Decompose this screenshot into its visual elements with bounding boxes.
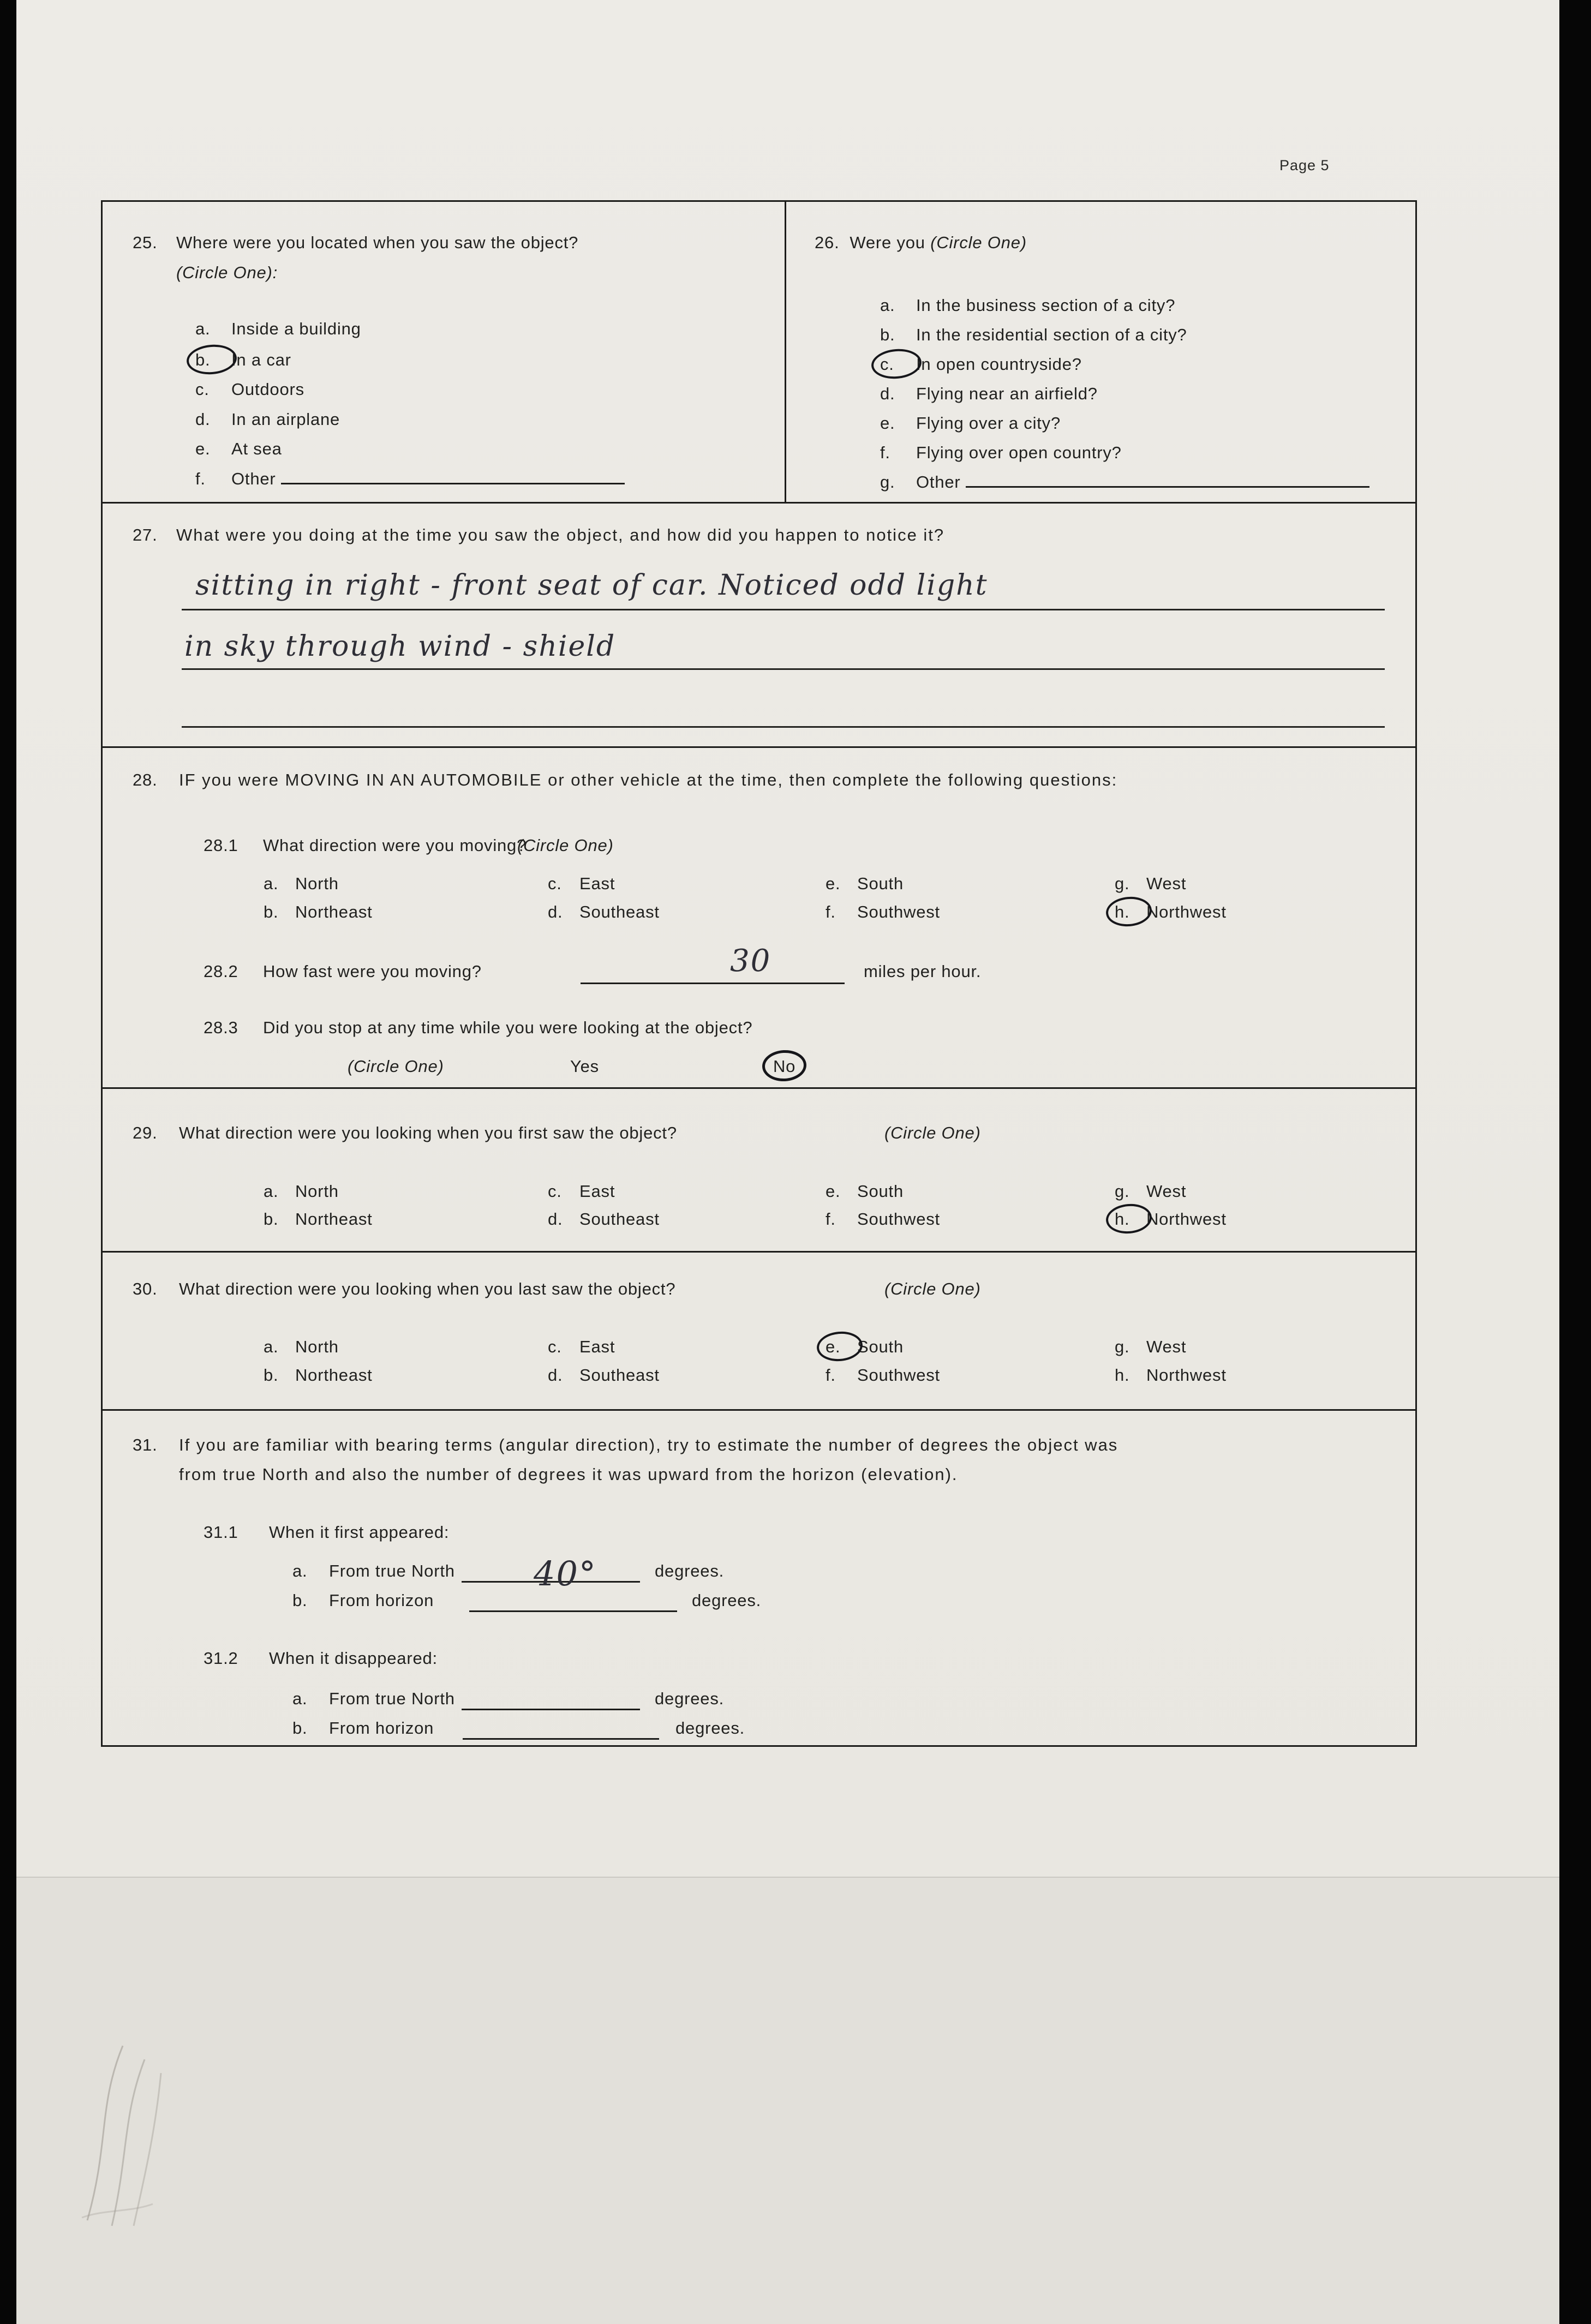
option-letter: a. [292, 1561, 308, 1580]
direction-option-d [548, 902, 660, 922]
direction-option-b [264, 1365, 373, 1385]
section-q25-q26 [103, 202, 1415, 502]
direction-option-e [826, 874, 904, 894]
handwritten-elevation-value: 40° [534, 1554, 597, 1594]
option-letter: a. [264, 1182, 279, 1201]
question-31-text-line2: from true North and also the number of degrees it was upward from the horizon (elevation). [179, 1465, 958, 1484]
section-q30 [103, 1251, 1415, 1409]
option-label: Flying over open country? [916, 443, 1122, 462]
paper [16, 0, 1559, 2324]
option-letter: a. [880, 296, 895, 315]
option-25a [195, 319, 361, 339]
option-label: East [579, 874, 615, 893]
answer-rule-line [182, 726, 1385, 728]
option-label: South [857, 874, 904, 893]
option-label: Other [231, 469, 276, 488]
direction-option-e [826, 1337, 904, 1357]
option-label: East [579, 1337, 615, 1356]
section-q29 [103, 1087, 1415, 1251]
direction-option-d [548, 1365, 660, 1385]
option-label: Northwest [1146, 1209, 1227, 1229]
other-blank-line [281, 471, 625, 484]
answer-rule-line [182, 668, 1385, 670]
option-label: Southwest [857, 902, 940, 921]
degrees-suffix: degrees. [675, 1718, 745, 1738]
option-25b [195, 350, 291, 370]
bearing-first-north-text: From true North [329, 1561, 455, 1580]
option-label: Southwest [857, 1365, 940, 1385]
question-283-circle-note: (Circle One) [348, 1057, 444, 1076]
degrees-suffix: degrees. [655, 1561, 725, 1580]
question-29-text: What direction were you looking when you first saw the object? [179, 1123, 677, 1142]
question-282-suffix: miles per hour. [864, 962, 982, 981]
option-label: North [295, 1337, 339, 1356]
option-label: Northeast [295, 902, 373, 921]
question-26-text: Were you [850, 233, 925, 252]
circle-annotation: h. [1115, 902, 1146, 922]
option-label: West [1146, 1337, 1187, 1356]
option-label: East [579, 1182, 615, 1201]
question-311-label: When it first appeared: [269, 1523, 450, 1542]
question-29-circle-note: (Circle One) [884, 1123, 981, 1142]
option-label: Flying near an airfield? [916, 384, 1098, 403]
question-30-circle-note: (Circle One) [884, 1279, 981, 1298]
handwritten-answer-line1: sitting in right - front seat of car. Noticed odd light [195, 569, 988, 602]
option-label: North [295, 1182, 339, 1201]
option-label: West [1146, 874, 1187, 893]
option-25e [195, 439, 282, 459]
circle-annotation-no: No [773, 1057, 796, 1076]
option-letter: d. [548, 902, 563, 921]
question-28-number: 28. [133, 770, 158, 789]
option-letter: g. [880, 472, 895, 492]
handwritten-speed-value: 30 [730, 943, 771, 979]
direction-option-a [264, 874, 339, 894]
direction-option-c [548, 1182, 615, 1201]
option-letter: c. [548, 874, 562, 893]
option-letter: d. [195, 410, 211, 429]
direction-option-a [264, 1182, 339, 1201]
bearing-first-horizon-blank [469, 1610, 677, 1612]
direction-option-h [1115, 1209, 1227, 1229]
circle-annotation: c. [880, 355, 916, 374]
option-label: In open countryside? [916, 355, 1082, 374]
circle-annotation: h. [1115, 1209, 1146, 1229]
speed-blank-line [581, 983, 845, 984]
bearing-last-north-blank [462, 1709, 640, 1710]
option-label: South [857, 1337, 904, 1356]
pencil-scribble [71, 2029, 246, 2237]
option-26c [880, 355, 1082, 374]
question-311-number: 31.1 [204, 1523, 238, 1542]
direction-option-f [826, 902, 940, 922]
option-label: Northwest [1146, 1365, 1227, 1385]
option-letter: a. [264, 874, 279, 893]
option-26b [880, 325, 1187, 345]
option-26a [880, 296, 1175, 315]
direction-option-g [1115, 1337, 1186, 1357]
option-letter: a. [195, 319, 211, 338]
option-letter: c. [195, 380, 210, 399]
question-283-number: 28.3 [204, 1018, 238, 1037]
question-29-number: 29. [133, 1123, 158, 1142]
option-letter: a. [264, 1337, 279, 1356]
question-31-number: 31. [133, 1435, 158, 1454]
degrees-suffix: degrees. [692, 1591, 762, 1610]
option-26f [880, 443, 1122, 463]
option-label: Southeast [579, 1365, 660, 1385]
direction-option-g [1115, 1182, 1186, 1201]
question-25-number: 25. [133, 233, 158, 252]
option-letter: b. [880, 325, 895, 344]
option-letter: b. [264, 1365, 279, 1385]
bearing-last-horizon-text: From horizon [329, 1718, 434, 1738]
option-label: Southeast [579, 1209, 660, 1229]
option-letter: e. [826, 874, 841, 893]
question-28-text: IF you were MOVING IN AN AUTOMOBILE or other vehicle at the time, then complete the following questions: [179, 770, 1118, 789]
option-label: Flying over a city? [916, 414, 1061, 433]
section-q27 [103, 502, 1415, 746]
question-283-text: Did you stop at any time while you were looking at the object? [263, 1018, 753, 1037]
option-label: Southeast [579, 902, 660, 921]
option-letter: d. [548, 1209, 563, 1229]
question-282-number: 28.2 [204, 962, 238, 981]
question-26-circle-note: (Circle One) [930, 233, 1027, 252]
option-letter: f. [195, 469, 206, 488]
option-label: At sea [231, 439, 282, 458]
option-label: Northwest [1146, 902, 1227, 921]
direction-option-f [826, 1365, 940, 1385]
question-27-text: What were you doing at the time you saw the object, and how did you happen to notice it? [176, 525, 945, 544]
direction-option-h [1115, 1365, 1227, 1385]
option-label: Other [916, 472, 961, 492]
option-25f [195, 469, 625, 489]
option-25d [195, 410, 340, 429]
option-letter: f. [826, 902, 836, 921]
bearing-last-north-text: From true North [329, 1689, 455, 1708]
direction-option-g [1115, 874, 1186, 894]
answer-rule-line [182, 609, 1385, 610]
option-25c [195, 380, 304, 399]
option-letter: f. [880, 443, 890, 462]
option-letter: g. [1115, 1182, 1130, 1201]
circle-annotation: b. [195, 350, 231, 370]
option-letter: e. [195, 439, 211, 458]
option-letter: c. [548, 1182, 562, 1201]
option-letter: f. [826, 1365, 836, 1385]
option-label: In the residential section of a city? [916, 325, 1187, 344]
option-26e [880, 414, 1061, 433]
direction-option-c [548, 1337, 615, 1357]
direction-option-a [264, 1337, 339, 1357]
option-letter: b. [264, 1209, 279, 1229]
circle-annotation: e. [826, 1337, 857, 1357]
option-letter: g. [1115, 1337, 1130, 1356]
option-letter: d. [548, 1365, 563, 1385]
direction-option-c [548, 874, 615, 894]
other-blank-line [966, 475, 1369, 488]
direction-option-f [826, 1209, 940, 1229]
option-26d [880, 384, 1098, 404]
question-26-block [786, 202, 1415, 502]
option-label: South [857, 1182, 904, 1201]
direction-option-h [1115, 902, 1227, 922]
question-25-text: Where were you located when you saw the object? [176, 233, 579, 252]
option-label: Inside a building [231, 319, 361, 338]
option-letter: b. [292, 1591, 308, 1610]
option-letter: e. [880, 414, 895, 433]
question-25-circle-note: (Circle One): [176, 263, 278, 282]
question-30-number: 30. [133, 1279, 158, 1298]
answer-yes: Yes [570, 1057, 599, 1076]
questionnaire-form [101, 200, 1417, 1747]
question-31-text-line1: If you are familiar with bearing terms (angular direction), try to estimate the number of degrees the object was [179, 1435, 1119, 1454]
bearing-first-horizon-text: From horizon [329, 1591, 434, 1610]
direction-option-b [264, 902, 373, 922]
option-letter: b. [264, 902, 279, 921]
option-letter: h. [1115, 1365, 1130, 1385]
question-25-block [103, 202, 786, 502]
page-number-label: Page 5 [1279, 157, 1330, 173]
option-label: West [1146, 1182, 1187, 1201]
option-letter: d. [880, 384, 895, 403]
option-label: Outdoors [231, 380, 304, 399]
question-282-text: How fast were you moving? [263, 962, 482, 981]
section-q31 [103, 1409, 1415, 1748]
question-312-number: 31.2 [204, 1649, 238, 1668]
option-letter: a. [292, 1689, 308, 1708]
option-26g [880, 472, 1369, 492]
direction-option-d [548, 1209, 660, 1229]
question-281-number: 28.1 [204, 836, 238, 855]
option-label: Northeast [295, 1209, 373, 1229]
direction-option-e [826, 1182, 904, 1201]
question-281-circle-note: (Circle One) [517, 836, 614, 855]
option-letter: e. [826, 1182, 841, 1201]
option-label: North [295, 874, 339, 893]
question-26-header [815, 233, 1027, 253]
option-label: Northeast [295, 1365, 373, 1385]
option-letter: c. [548, 1337, 562, 1356]
option-letter: b. [292, 1718, 308, 1738]
section-q28 [103, 746, 1415, 1087]
degrees-suffix: degrees. [655, 1689, 725, 1708]
question-312-label: When it disappeared: [269, 1649, 438, 1668]
option-letter: f. [826, 1209, 836, 1229]
scan-shade-band [16, 1877, 1559, 2324]
option-label: In a car [231, 350, 291, 369]
option-label: In an airplane [231, 410, 340, 429]
bearing-last-horizon-blank [463, 1738, 659, 1740]
question-27-number: 27. [133, 525, 158, 544]
question-30-text: What direction were you looking when you last saw the object? [179, 1279, 676, 1298]
option-letter: g. [1115, 874, 1130, 893]
handwritten-answer-line2: in sky through wind - shield [184, 630, 616, 663]
option-label: In the business section of a city? [916, 296, 1176, 315]
question-281-text: What direction were you moving? [263, 836, 527, 855]
direction-option-b [264, 1209, 373, 1229]
question-26-number: 26. [815, 233, 840, 252]
option-label: Southwest [857, 1209, 940, 1229]
